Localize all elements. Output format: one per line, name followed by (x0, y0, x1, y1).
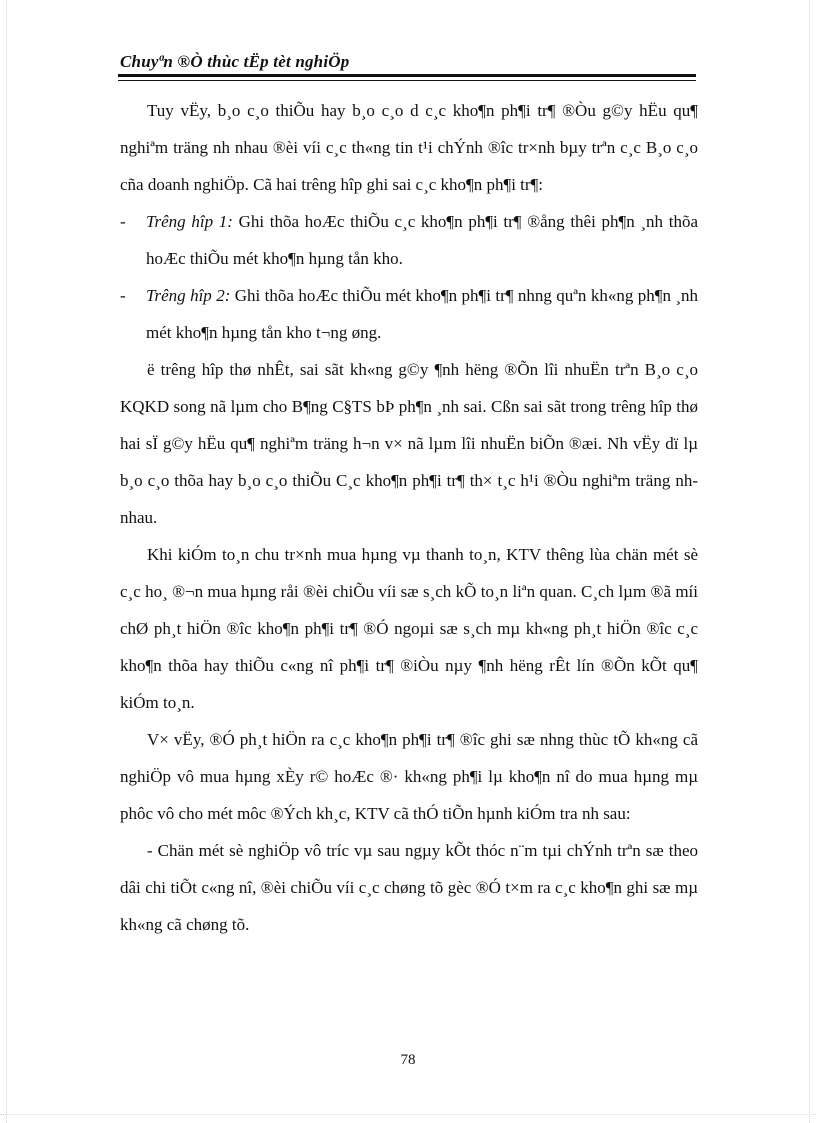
paragraph-1: Tuy vËy, b¸o c¸o thiÕu hay b¸o c¸o d c¸c kho¶n ph¶i tr¶ ®Òu g©y hËu qu¶ nghiªm träng nh nhau ®èi víi c¸c th«ng tin t¹i chÝnh ®îc tr×nh bµy trªn c¸c B¸o c¸o cña doanh nghiÖp. Cã hai trêng hîp ghi sai c¸c kho¶n ph¶i tr¶: (120, 101, 698, 194)
bullet-1-label: Trêng hîp 1: (146, 212, 233, 231)
paragraph-2: ë trêng hîp thø nhÊt, sai sãt kh«ng g©y ¶nh hëng ®Õn lîi nhuËn trªn B¸o c¸o KQKD song nã lµm cho B¶ng C§TS bÞ ph¶n ¸nh sai. Cßn sai sãt trong trêng hîp thø hai sÏ g©y hËu qu¶ nghiªm träng h¬n v× nã lµm lîi nhuËn biÕn ®æi. Nh vËy dï lµ b¸o c¸o thõa hay b¸o c¸o thiÕu C¸c kho¶n ph¶i tr¶ th× t¸c h¹i ®Òu nghiªm träng nh nhau. (120, 360, 698, 527)
page-edge-bottom (0, 1114, 816, 1115)
bullet-1-text: Ghi thõa hoÆc thiÕu c¸c kho¶n ph¶i tr¶ ®ång thêi ph¶n ¸nh thõa hoÆc thiÕu mét kho¶n hµng tån kho. (146, 212, 699, 268)
bullet-content-1 (146, 203, 698, 277)
page-number: 78 (400, 1052, 416, 1068)
bullet-marker: - (120, 212, 126, 231)
header-rule-thin (118, 80, 696, 81)
bullet-2-text: Ghi thõa hoÆc thiÕu mét kho¶n ph¶i tr¶ nhng quªn kh«ng ph¶n ¸nh mét kho¶n hµng tån kho t¬ng øng. (146, 286, 699, 342)
page-edge-left (6, 0, 7, 1123)
header-rule-thick (118, 74, 696, 77)
page-header-title: Chuyªn ®Ò thùc tËp tèt nghiÖp (120, 52, 350, 71)
body-text (120, 92, 698, 943)
bullet-marker: - (120, 286, 126, 305)
bullet-item-1 (120, 203, 698, 277)
page-edge-right (809, 0, 810, 1123)
bullet-item-2 (120, 277, 698, 351)
paragraph-3: Khi kiÓm to¸n chu tr×nh mua hµng vµ thanh to¸n, KTV thêng lùa chän mét sè c¸c ho¸ ®¬n mua hµng råi ®èi chiÕu víi sæ s¸ch kÕ to¸n liªn quan. C¸ch lµm ®ã míi chØ ph¸t hiÖn ®îc kho¶n ph¶i tr¶ ®Ó ngoµi sæ s¸ch mµ kh«ng ph¸t hiÖn ®îc c¸c kho¶n thõa hay thiÕu c«ng nî ph¶i tr¶ ®iÒu nµy ¶nh hëng rÊt lín ®Õn kÕt qu¶ kiÓm to¸n. (120, 545, 698, 712)
paragraph-5: - Chän mét sè nghiÖp vô tríc vµ sau ngµy kÕt thóc n¨m tµi chÝnh trªn sæ theo dâi chi tiÕt c«ng nî, ®èi chiÕu víi c¸c chøng tõ gèc ®Ó t×m ra c¸c kho¶n ghi sæ mµ kh«ng cã chøng tõ. (120, 841, 698, 934)
paragraph-4: V× vËy, ®Ó ph¸t hiÖn ra c¸c kho¶n ph¶i tr¶ ®îc ghi sæ nhng thùc tÕ kh«ng cã nghiÖp vô mua hµng xÈy r© hoÆc ®· kh«ng ph¶i lµ kho¶n nî do mua hµng mµ phôc vô cho mét môc ®Ých kh¸c, KTV cã thÓ tiÕn hµnh kiÓm tra nh sau: (120, 730, 698, 823)
bullet-2-label: Trêng hîp 2: (146, 286, 231, 305)
bullet-content-2 (146, 277, 698, 351)
